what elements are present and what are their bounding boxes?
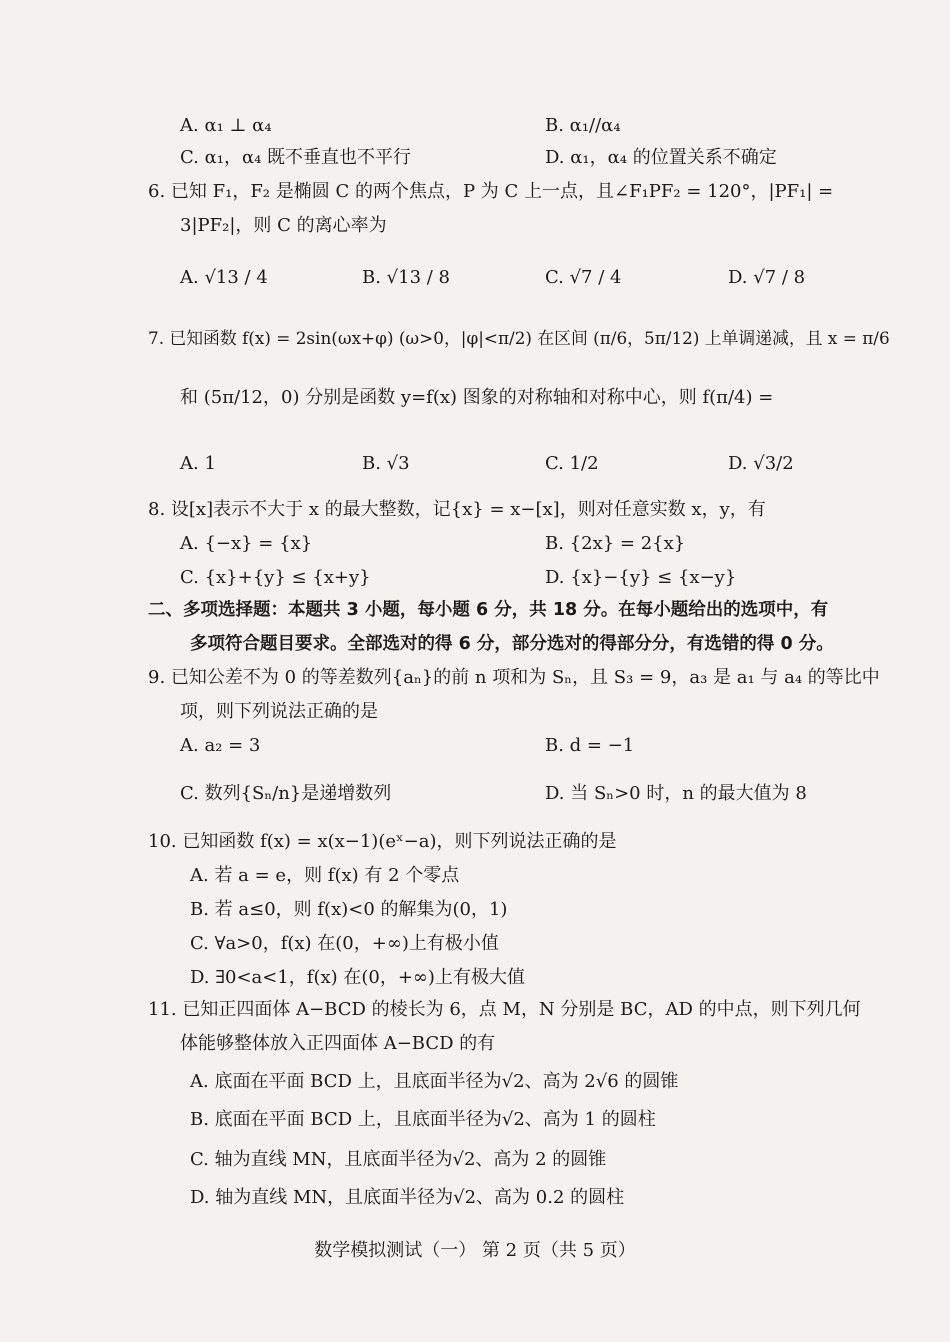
q5-option-b: B. α₁//α₄ bbox=[545, 115, 621, 136]
q5-option-d: D. α₁，α₄ 的位置关系不确定 bbox=[545, 147, 777, 168]
page-footer: 数学模拟测试（一） 第 2 页（共 5 页） bbox=[314, 1240, 636, 1261]
q9-stem-line2: 项，则下列说法正确的是 bbox=[180, 701, 378, 722]
q8-option-c: C. {x}+{y} ≤ {x+y} bbox=[180, 567, 371, 588]
q7-option-a: A. 1 bbox=[180, 453, 216, 474]
q8-stem: 8. 设[x]表示不大于 x 的最大整数，记{x} = x−[x]，则对任意实数 x，y，有 bbox=[148, 499, 766, 520]
q11-option-b: B. 底面在平面 BCD 上，且底面半径为√2、高为 1 的圆柱 bbox=[190, 1109, 656, 1130]
q11-stem-line1: 11. 已知正四面体 A−BCD 的棱长为 6，点 M，N 分别是 BC，AD 的中点，则下列几何 bbox=[148, 999, 861, 1020]
q10-stem: 10. 已知函数 f(x) = x(x−1)(eˣ−a)，则下列说法正确的是 bbox=[148, 831, 617, 852]
q11-option-c: C. 轴为直线 MN，且底面半径为√2、高为 2 的圆锥 bbox=[190, 1149, 607, 1170]
q5-option-a: A. α₁ ⊥ α₄ bbox=[180, 115, 272, 136]
q7-option-c: C. 1/2 bbox=[545, 453, 599, 474]
q7-option-b: B. √3 bbox=[362, 453, 410, 474]
q5-option-c: C. α₁，α₄ 既不垂直也不平行 bbox=[180, 147, 412, 168]
q6-option-c: C. √7 / 4 bbox=[545, 267, 622, 288]
q6-stem-line2: 3|PF₂|，则 C 的离心率为 bbox=[180, 215, 387, 236]
q7-option-d: D. √3/2 bbox=[728, 453, 794, 474]
q9-option-d: D. 当 Sₙ>0 时，n 的最大值为 8 bbox=[545, 783, 807, 804]
q7-stem-line2: 和 (5π/12，0) 分别是函数 y=f(x) 图象的对称轴和对称中心，则 f(π/4) = bbox=[180, 387, 774, 408]
q11-option-d: D. 轴为直线 MN，且底面半径为√2、高为 0.2 的圆柱 bbox=[190, 1187, 625, 1208]
q6-option-b: B. √13 / 8 bbox=[362, 267, 451, 288]
q8-option-b: B. {2x} = 2{x} bbox=[545, 533, 686, 554]
q7-stem-line1: 7. 已知函数 f(x) = 2sin(ωx+φ) (ω>0，|φ|<π/2) 在区间 (π/6，5π/12) 上单调递减，且 x = π/6 bbox=[148, 328, 890, 348]
q11-stem-line2: 体能够整体放入正四面体 A−BCD 的有 bbox=[180, 1033, 496, 1054]
q6-option-a: A. √13 / 4 bbox=[180, 267, 268, 288]
q10-option-d: D. ∃0<a<1，f(x) 在(0，+∞)上有极大值 bbox=[190, 967, 525, 988]
q8-option-a: A. {−x} = {x} bbox=[180, 533, 313, 554]
section2-heading-line2: 多项符合题目要求。全部选对的得 6 分，部分选对的得部分分，有选错的得 0 分。 bbox=[190, 634, 834, 654]
q10-option-c: C. ∀a>0，f(x) 在(0，+∞)上有极小值 bbox=[190, 933, 499, 954]
q10-option-a: A. 若 a = e，则 f(x) 有 2 个零点 bbox=[190, 865, 460, 886]
q9-stem-line1: 9. 已知公差不为 0 的等差数列{aₙ}的前 n 项和为 Sₙ，且 S₃ = 9，a₃ 是 a₁ 与 a₄ 的等比中 bbox=[148, 667, 880, 688]
q6-option-d: D. √7 / 8 bbox=[728, 267, 806, 288]
q10-option-b: B. 若 a≤0，则 f(x)<0 的解集为(0，1) bbox=[190, 899, 508, 920]
q9-option-b: B. d = −1 bbox=[545, 735, 635, 756]
q11-option-a: A. 底面在平面 BCD 上，且底面半径为√2、高为 2√6 的圆锥 bbox=[190, 1071, 679, 1092]
q6-stem-line1: 6. 已知 F₁，F₂ 是椭圆 C 的两个焦点，P 为 C 上一点，且∠F₁PF₂ = 120°，|PF₁| = bbox=[148, 181, 834, 202]
section2-heading-line1: 二、多项选择题：本题共 3 小题，每小题 6 分，共 18 分。在每小题给出的选项中，有 bbox=[148, 600, 829, 620]
q8-option-d: D. {x}−{y} ≤ {x−y} bbox=[545, 567, 737, 588]
q9-option-a: A. a₂ = 3 bbox=[180, 735, 261, 756]
q9-option-c: C. 数列{Sₙ/n}是递增数列 bbox=[180, 783, 392, 804]
